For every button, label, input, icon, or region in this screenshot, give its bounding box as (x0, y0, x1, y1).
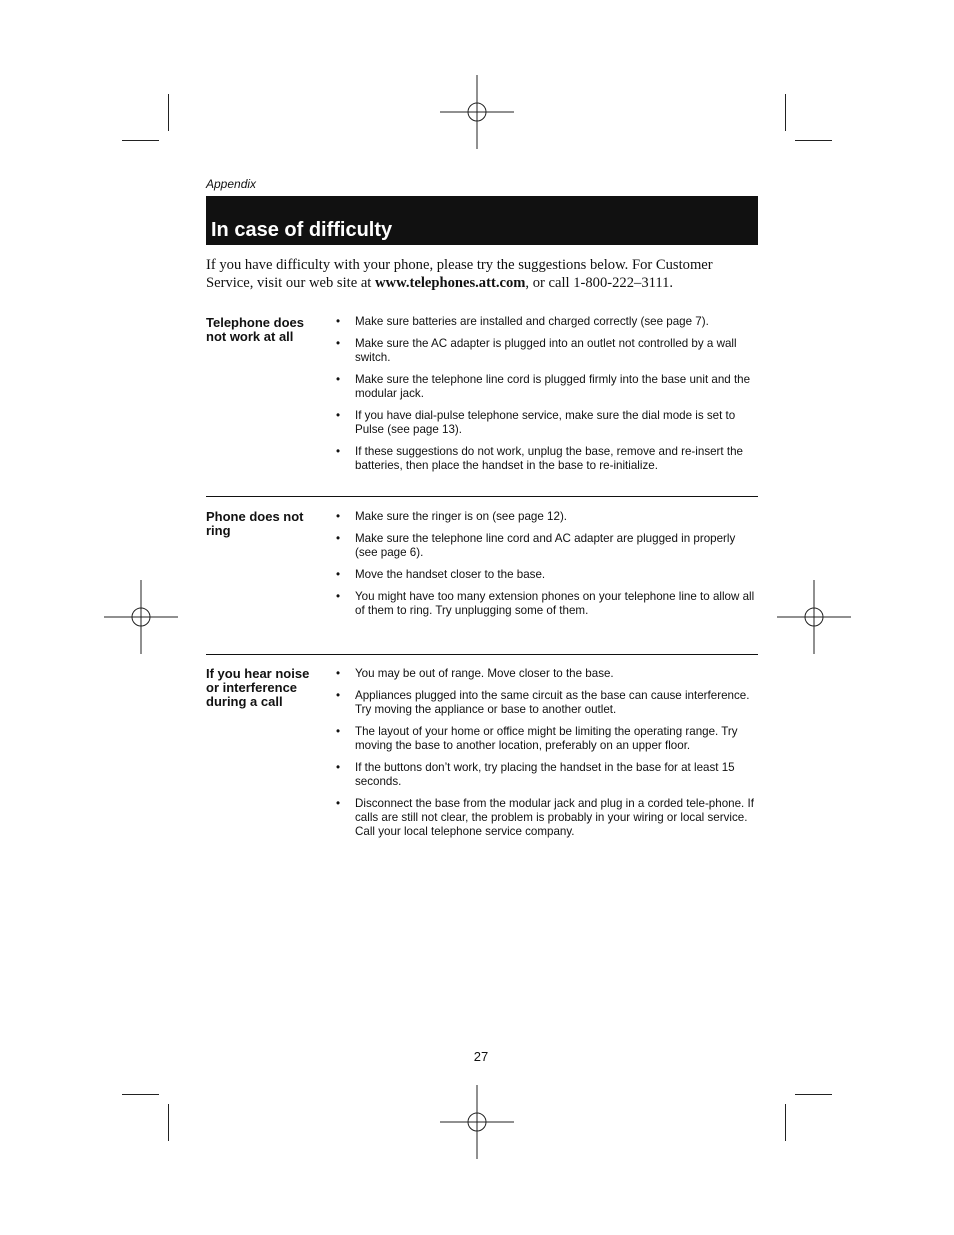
intro-paragraph (206, 256, 758, 292)
crop-mark (785, 94, 786, 131)
crop-mark (795, 1094, 832, 1095)
website-link[interactable]: www.telephones.att.com (375, 275, 526, 291)
list-item: • You might have too many extension phones on your telephone line to allow all of them to ring. Try unplugging some of them. (336, 590, 758, 618)
list-item: • Make sure the AC adapter is plugged into an outlet not controlled by a wall switch. (336, 337, 758, 365)
crop-mark (168, 94, 169, 131)
crop-mark (122, 140, 159, 141)
list-item: • Disconnect the base from the modular jack and plug in a corded tele-phone. If calls are still not clear, the problem is probably in your wiring or local service. Call your local telephone service company. (336, 797, 758, 839)
crop-mark (122, 1094, 159, 1095)
list-item: • If these suggestions do not work, unplug the base, remove and re-insert the batteries, then place the handset in the base to re-initialize. (336, 445, 758, 473)
registration-mark-icon (104, 580, 178, 654)
list-item: • Make sure the ringer is on (see page 12). (336, 510, 758, 524)
bullet-list-noise (336, 667, 758, 847)
list-item: • Move the handset closer to the base. (336, 568, 758, 582)
list-item: • If the buttons don’t work, try placing the handset in the base for at least 15 seconds. (336, 761, 758, 789)
title-bar (206, 196, 758, 245)
list-item: • You may be out of range. Move closer to the base. (336, 667, 758, 681)
section-label: Appendix (206, 177, 257, 191)
registration-mark-icon (440, 75, 514, 149)
list-item: • Make sure batteries are installed and charged correctly (see page 7). (336, 315, 758, 329)
page-title: In case of difficulty (211, 219, 393, 241)
list-item: • Make sure the telephone line cord is plugged firmly into the base unit and the modular jack. (336, 373, 758, 401)
bullet-list-no-work (336, 315, 758, 481)
page-number: 27 (473, 1049, 489, 1064)
section-heading-no-ring: Phone does not ring (206, 509, 304, 538)
bullet-list-no-ring (336, 510, 758, 626)
list-item: • Make sure the telephone line cord and AC adapter are plugged in properly (see page 6). (336, 532, 758, 560)
list-item: • If you have dial-pulse telephone service, make sure the dial mode is set to Pulse (see page 13). (336, 409, 758, 437)
list-item: • Appliances plugged into the same circuit as the base can cause interference. Try moving the appliance or base to another outlet. (336, 689, 758, 717)
crop-mark (795, 140, 832, 141)
section-heading-noise: If you hear noise or interference during a call (206, 666, 310, 709)
intro-text: If you have difficulty with your phone, please try the suggestions below. For Customer Service, visit our web site at (206, 257, 713, 291)
section-divider (206, 496, 758, 497)
registration-mark-icon (440, 1085, 514, 1159)
section-divider (206, 654, 758, 655)
crop-mark (785, 1104, 786, 1141)
registration-mark-icon (777, 580, 851, 654)
section-heading-no-work: Telephone does not work at all (206, 315, 304, 344)
list-item: • The layout of your home or office might be limiting the operating range. Try moving the base to another location, preferably on an upper floor. (336, 725, 758, 753)
crop-mark (168, 1104, 169, 1141)
intro-phone-text: , or call 1-800-222–3111. (525, 275, 674, 291)
